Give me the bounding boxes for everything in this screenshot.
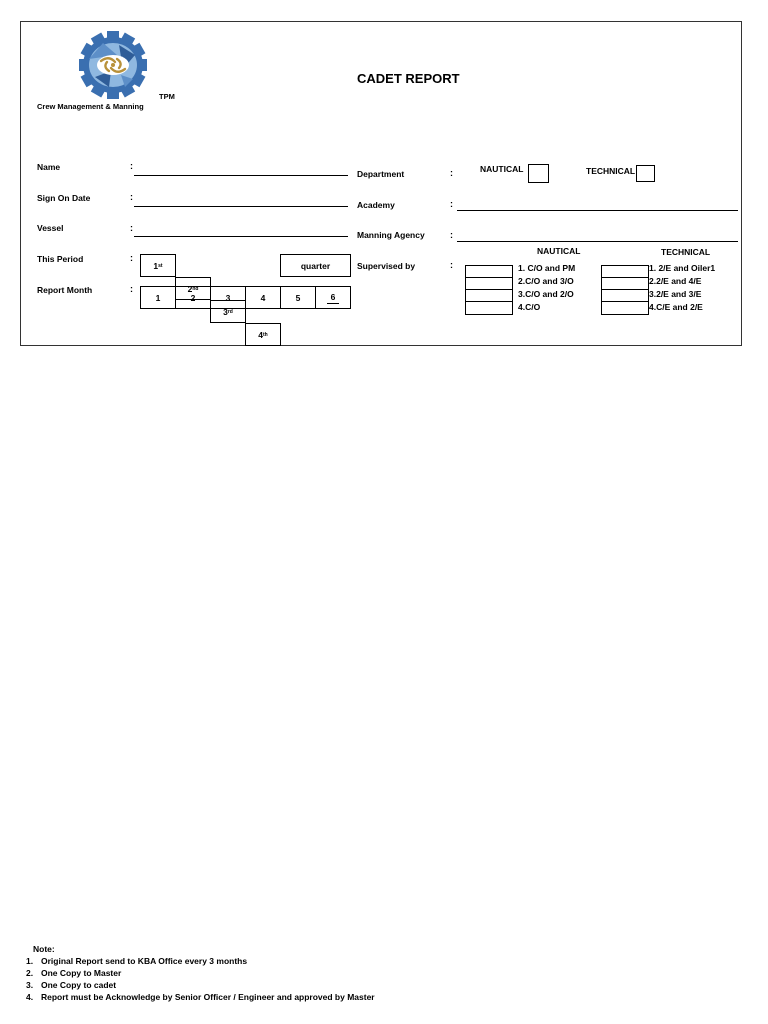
manning-agency-colon: : [450, 230, 453, 240]
month-cell-1[interactable]: 1 [140, 286, 176, 309]
report-month-colon: : [130, 284, 133, 294]
note-item-2: 2. One Copy to Master [26, 968, 122, 978]
period-3-suffix: rd [227, 308, 233, 315]
nautical-option-1: 1. C/O and PM [518, 263, 576, 273]
period-2-suffix: nd [192, 285, 199, 292]
technical-option-3: 3.2/E and 3/E [649, 289, 702, 299]
nautical-option-3: 3.C/O and 2/O [518, 289, 574, 299]
company-logo [37, 31, 190, 113]
department-nautical-checkbox[interactable] [528, 164, 549, 183]
period-2-num: 2 [187, 283, 193, 294]
sign-on-date-field[interactable] [134, 206, 348, 207]
name-field[interactable] [134, 175, 348, 176]
logo-code: TPM [159, 92, 175, 101]
vessel-colon: : [130, 223, 133, 233]
technical-checkbox-4[interactable] [601, 301, 649, 315]
note-item-2-text: One Copy to Master [41, 968, 122, 978]
month-cell-5[interactable]: 5 [280, 286, 316, 309]
period-quarter-cell: quarter [280, 254, 351, 277]
notes-heading: Note: [33, 944, 55, 954]
report-title: CADET REPORT [357, 71, 460, 86]
period-3-num: 3 [223, 306, 228, 317]
nautical-option-4: 4.C/O [518, 302, 541, 312]
period-4-num: 4 [258, 329, 263, 340]
notes-section [26, 944, 375, 1002]
month-cell-4[interactable]: 4 [245, 286, 281, 309]
sign-on-date-label: Sign On Date [37, 193, 91, 203]
month-cell-3[interactable]: 3 [210, 286, 246, 309]
month-6-value: 6 [327, 292, 340, 304]
period-1-suffix: st [158, 262, 163, 269]
department-technical-checkbox[interactable] [636, 165, 655, 182]
logo-tagline: Crew Management & Manning [37, 102, 144, 111]
note-item-4: 4. Report must be Acknowledge by Senior Officer / Engineer and approved by Master [26, 992, 375, 1002]
nautical-column-header: NAUTICAL [537, 246, 581, 256]
note-item-3: 3. One Copy to cadet [26, 980, 117, 990]
technical-option-4: 4.C/E and 2/E [649, 302, 703, 312]
manning-agency-field[interactable] [457, 241, 738, 242]
nautical-option-2: 2.C/O and 3/O [518, 276, 574, 286]
department-label: Department [357, 169, 405, 179]
sign-on-date-colon: : [130, 192, 133, 202]
academy-label: Academy [357, 200, 395, 210]
nautical-checkbox-4[interactable] [465, 301, 513, 315]
technical-option-2: 2.2/E and 4/E [649, 276, 702, 286]
gear-logo-icon [42, 31, 190, 101]
name-colon: : [130, 161, 133, 171]
supervised-by-colon: : [450, 260, 453, 270]
note-item-3-text: One Copy to cadet [41, 980, 117, 990]
month-cell-2[interactable]: 2 [175, 286, 211, 309]
note-item-1: 1. Original Report send to KBA Office every 3 months [26, 956, 248, 966]
technical-option-1: 1. 2/E and Oiler1 [649, 263, 716, 273]
supervised-by-label: Supervised by [357, 261, 416, 271]
note-item-1-text: Original Report send to KBA Office every 3 months [41, 956, 248, 966]
academy-field[interactable] [457, 210, 738, 211]
manning-agency-label: Manning Agency [357, 230, 425, 240]
period-cell-1st[interactable] [140, 254, 176, 277]
period-cell-4th[interactable] [245, 323, 281, 346]
period-1-num: 1 [153, 260, 159, 271]
department-technical-label: TECHNICAL [586, 166, 636, 176]
department-colon: : [450, 168, 453, 178]
vessel-label: Vessel [37, 223, 64, 233]
report-month-label: Report Month [37, 285, 93, 295]
period-4-suffix: th [263, 331, 268, 338]
note-item-4-text: Report must be Acknowledge by Senior Officer / Engineer and approved by Master [41, 992, 375, 1002]
this-period-label: This Period [37, 254, 84, 264]
technical-column-header: TECHNICAL [661, 247, 711, 257]
month-cell-6[interactable] [315, 286, 351, 309]
this-period-colon: : [130, 253, 133, 263]
department-nautical-label: NAUTICAL [480, 164, 524, 174]
name-label: Name [37, 162, 61, 172]
vessel-field[interactable] [134, 236, 348, 237]
academy-colon: : [450, 199, 453, 209]
